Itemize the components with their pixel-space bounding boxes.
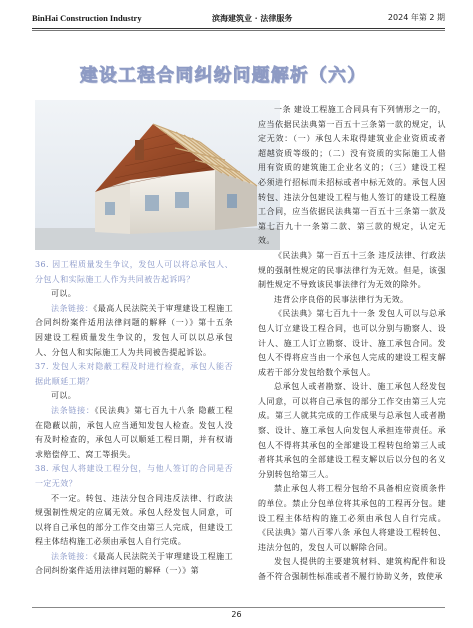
- paragraph: 禁止承包人将工程分包给不具备相应资质条件的单位。禁止分包单位将其承包的工程再分包。建设工程主体结构的施工必须由承包人自行完成。《民法典》第八百零八条 承包人将建设工程转包、违法分包的，发包人可以解除合同。: [258, 484, 446, 552]
- right-text-column: [258, 103, 446, 585]
- paragraph: 《民法典》第七百九十一条 发包人可以与总承包人订立建设工程合同，也可以分别与勘察人、设计人、施工人订立勘察、设计、施工承包合同。发包人不得将应当由一个承包人完成的建设工程支解成若干部分发包给数个承包人。: [258, 309, 446, 377]
- header-issue: 2024 年第 2 期: [387, 13, 445, 22]
- paragraph: 《民法典》第一百五十三条 违反法律、行政法规的强制性规定的民事法律行为无效。但是，该强制性规定不导致该民事法律行为无效的除外。: [258, 250, 446, 290]
- header-rule: [32, 28, 445, 29]
- law-link-36: [35, 302, 233, 360]
- left-text-column: [35, 258, 233, 579]
- answer-37: 可以。: [51, 391, 77, 401]
- question-36: 36. 因工程质量发生争议，发包人可以将总承包人、分包人和实际施工人作为共同被告起诉吗？: [35, 260, 233, 284]
- paragraph: 违背公序良俗的民事法律行为无效。: [274, 294, 409, 304]
- question-38: 38. 承包人将建设工程分包，与他人签订的合同是否一定无效？: [35, 464, 233, 488]
- house-construction-photo: [35, 100, 280, 250]
- law-link-37: [35, 404, 233, 462]
- answer-38: 不一定。转包、违法分包合同违反法律、行政法规强制性规定的应属无效。承包人经发包人同意，可以将自己承包的部分工作交由第三人完成，但建设工程主体结构施工必须由承包人自行完成。: [35, 493, 233, 547]
- answer-36: 可以。: [51, 289, 77, 299]
- law-link-38: [35, 550, 233, 579]
- page-number: 26: [231, 610, 242, 619]
- article-title: 建设工程合同纠纷问题解析（六）: [80, 66, 367, 86]
- law-link-text: 《最高人民法院关于审理建设工程施工合同纠纷案件适用法律问题的解释（一）》第: [35, 551, 233, 576]
- header-section: 滨海建筑业 · 法律服务: [212, 13, 293, 23]
- law-link-text: 《民法典》第七百九十八条 隐蔽工程在隐蔽以前，承包人应当通知发包人检查。发包人没有及时检查的，承包人可以顺延工程日期，并有权请求赔偿停工、窝工等损失。: [35, 405, 234, 459]
- house-construction-illustration: [35, 100, 280, 250]
- running-header: [32, 10, 445, 26]
- law-link-text: 《最高人民法院关于审理建设工程施工合同纠纷案件适用法律问题的解释（一）》第十五条 因建设工程质量发生争议的，发包人可以以总承包人、分包人和实际施工人为共同被告提起诉讼。: [35, 303, 233, 357]
- paragraph: 总承包人或者勘察、设计、施工承包人经发包人同意，可以将自己承包的部分工作交由第三人完成。第三人就其完成的工作成果与总承包人或者勘察、设计、施工承包人向发包人承担连带责任。承包人不得将其承包的全部建设工程转包给第三人或者将其承包的全部建设工程支解以后以分包的名义分别转包给第三人。: [258, 382, 446, 479]
- law-link-label: 法条链接：: [51, 303, 94, 313]
- question-37: 37. 发包人未对隐蔽工程及时进行检查，承包人能否据此顺延工期？: [35, 362, 233, 386]
- footer-rule: [32, 607, 445, 608]
- law-link-label: 法条链接：: [51, 405, 95, 415]
- header-rule-thin: [32, 30, 445, 31]
- law-link-label: 法条链接：: [51, 551, 94, 561]
- header-publication-name: BinHai Construction Industry: [32, 13, 142, 23]
- paragraph: 一条 建设工程施工合同具有下列情形之一的，应当依据民法典第一百五十三条第一款的规定，认定无效：（一）承包人未取得建筑业企业资质或者超越资质等级的；（二）没有资质的实际施工人借用有资质的建筑施工企业名义的；（三）建设工程必须进行招标而未招标或者中标无效的。承包人因转包、违法分包建设工程与他人签订的建设工程施工合同，应当依据民法典第一百五十三条第一款及第七百九十一条第二款、第三款的规定，认定无效。: [258, 105, 446, 246]
- paragraph: 发包人提供的主要建筑材料、建筑构配件和设备不符合强制性标准或者不履行协助义务，致使承: [258, 557, 446, 581]
